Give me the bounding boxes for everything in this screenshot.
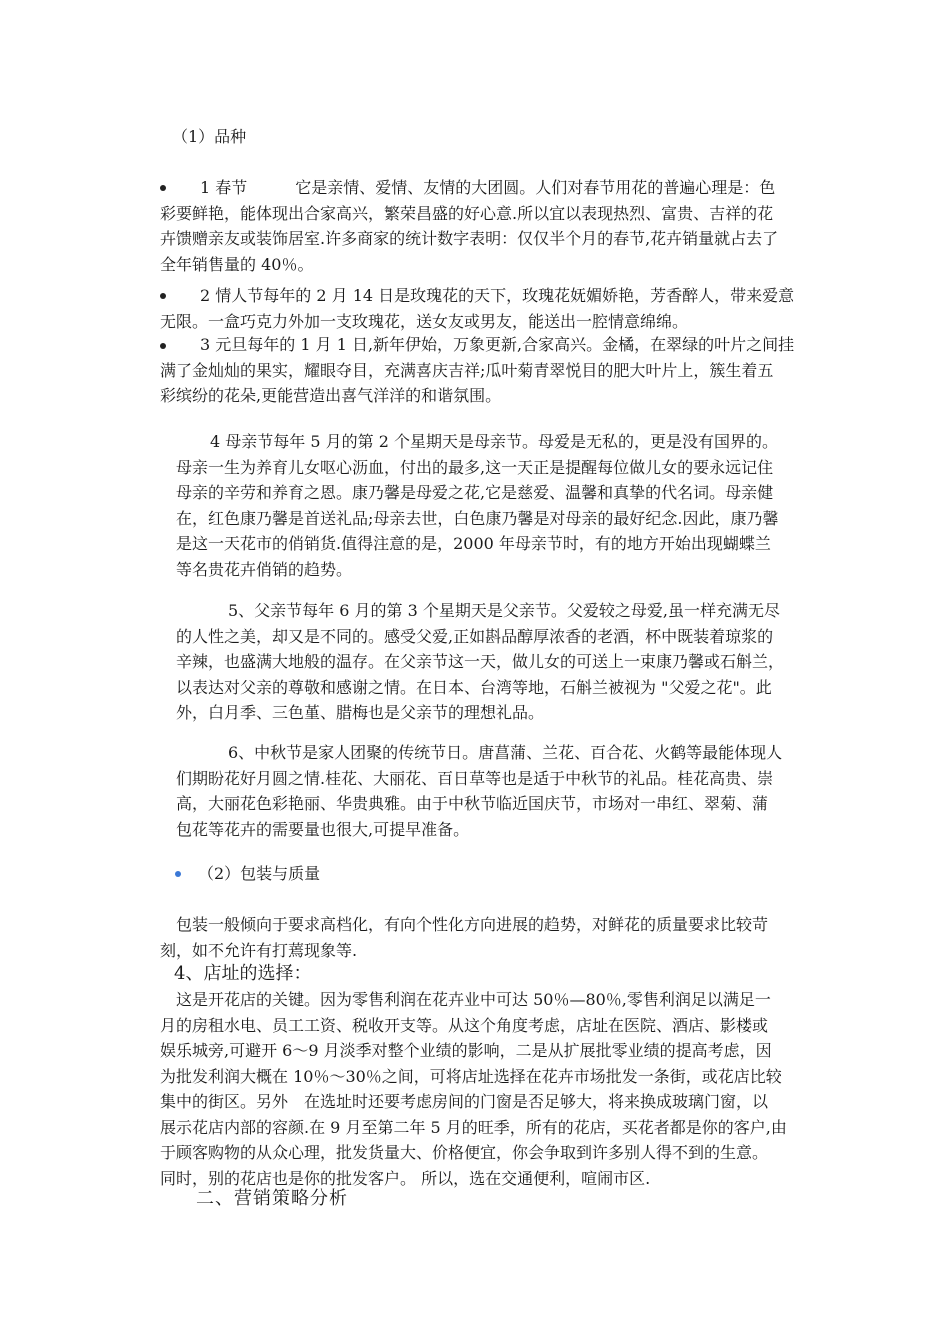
location-paragraph: 这是开花店的关键。因为零售利润在花卉业中可达 50％—80％,零售利润足以满足一 月的房租水电、员工工资、税收开支等。从这个角度考虑，店址在医院、酒店、影楼或 娱乐城旁,可避开 6～9 月淡季对整个业绩的影响，二是从扩展批零业绩的提高考虑，因 为批发利润大概在 10％～30％之间，可将店址选择在花卉市场批发一条街，或花店比较 集中的街区。另外 在选址时还要考虑房间的门窗是否足够大，将来换成玻璃门窗，以 展示花店内部的容颜.在 9 月至第二年 5 月的旺季，所有的花店，买花者都是你的客户,由 于顾客购物的从众心理，批发货量大、价格便宜，你会争取到许多别人得不到的生意。 同时，别的花店也是你的批发客户。 所以，选在交通便利，喧闹市区. — [160, 990, 787, 1188]
valentine-paragraph: 2 情人节每年的 2 月 14 日是玫瑰花的天下，玫瑰花妩媚娇艳，芳香醉人，带来爱意 无限。一盒巧克力外加一支玫瑰花，送女友或男友，能送出一腔情意绵绵。 — [160, 286, 795, 331]
location-heading: 4、店址的选择： — [174, 963, 312, 984]
packaging-heading: （2）包装与质量 — [198, 864, 321, 883]
mothers-day-paragraph: 4 母亲节每年 5 月的第 2 个星期天是母亲节。母爱是无私的，更是没有国界的。 母亲一生为养育儿女呕心沥血，付出的最多,这一天正是提醒每位做儿女的要永远记住 母亲的辛劳和养育之恩。康乃馨是母爱之花,它是慈爱、温馨和真挚的代名词。母亲健 在，红色康乃馨是首送礼品;母亲去世，白色康乃馨是对母亲的最好纪念.因此，康乃馨 是这一天花市的俏销货.值得注意的是，2000 年母亲节时，有的地方开始出现蝴蝶兰 等名贵花卉俏销的趋势。 — [176, 432, 779, 579]
mid-autumn-paragraph: 6、中秋节是家人团聚的传统节日。唐菖蒲、兰花、百合花、火鹤等最能体现人 们期盼花好月圆之情.桂花、大丽花、百日草等也是适于中秋节的礼品。桂花高贵、崇 高，大丽花色彩艳丽、华贵典雅。由于中秋节临近国庆节，市场对一串红、翠菊、蒲 包花等花卉的需要量也很大,可提早准备。 — [176, 743, 783, 839]
fathers-day-paragraph: 5、父亲节每年 6 月的第 3 个星期天是父亲节。父爱较之母爱,虽一样充满无尽 的人性之美，却又是不同的。感受父爱,正如斟品醇厚浓香的老酒，杯中既装着琼浆的 辛辣，也盛满大地般的温存。在父亲节这一天，做儿女的可送上一束康乃馨或石斛兰， 以表达对父亲的尊敬和感谢之情。在日本、台湾等地，石斛兰被视为 "父爱之花"。此 外，白月季、三色堇、腊梅也是父亲节的理想礼品。 — [176, 601, 785, 722]
new-year-paragraph: 3 元旦每年的 1 月 1 日,新年伊始，万象更新,合家高兴。金橘，在翠绿的叶片之间挂 满了金灿灿的果实，耀眼夺目，充满喜庆吉祥;瓜叶菊青翠悦目的肥大叶片上，簇生着五 彩缤纷的花朵,更能营造出喜气洋洋的和谐氛围。 — [160, 335, 795, 405]
bullet-icon — [175, 871, 181, 877]
variety-heading: （1）品种 — [172, 127, 247, 146]
packaging-paragraph: 包装一般倾向于要求高档化，有向个性化方向进展的趋势，对鲜花的质量要求比较苛 刻，如不允许有打蔫现象等. — [160, 915, 769, 960]
marketing-heading: 二、营销策略分析 — [196, 1188, 348, 1209]
spring-festival-paragraph: 1 春节 它是亲情、爱情、友情的大团圆。人们对春节用花的普遍心理是：色 彩要鲜艳，能体现出合家高兴，繁荣昌盛的好心意.所以宜以表现热烈、富贵、吉祥的花 卉馈赠亲友或装饰居室.许多商家的统计数字表明：仅仅半个月的春节,花卉销量就占去了 全年销售量的 40％。 — [160, 178, 779, 274]
